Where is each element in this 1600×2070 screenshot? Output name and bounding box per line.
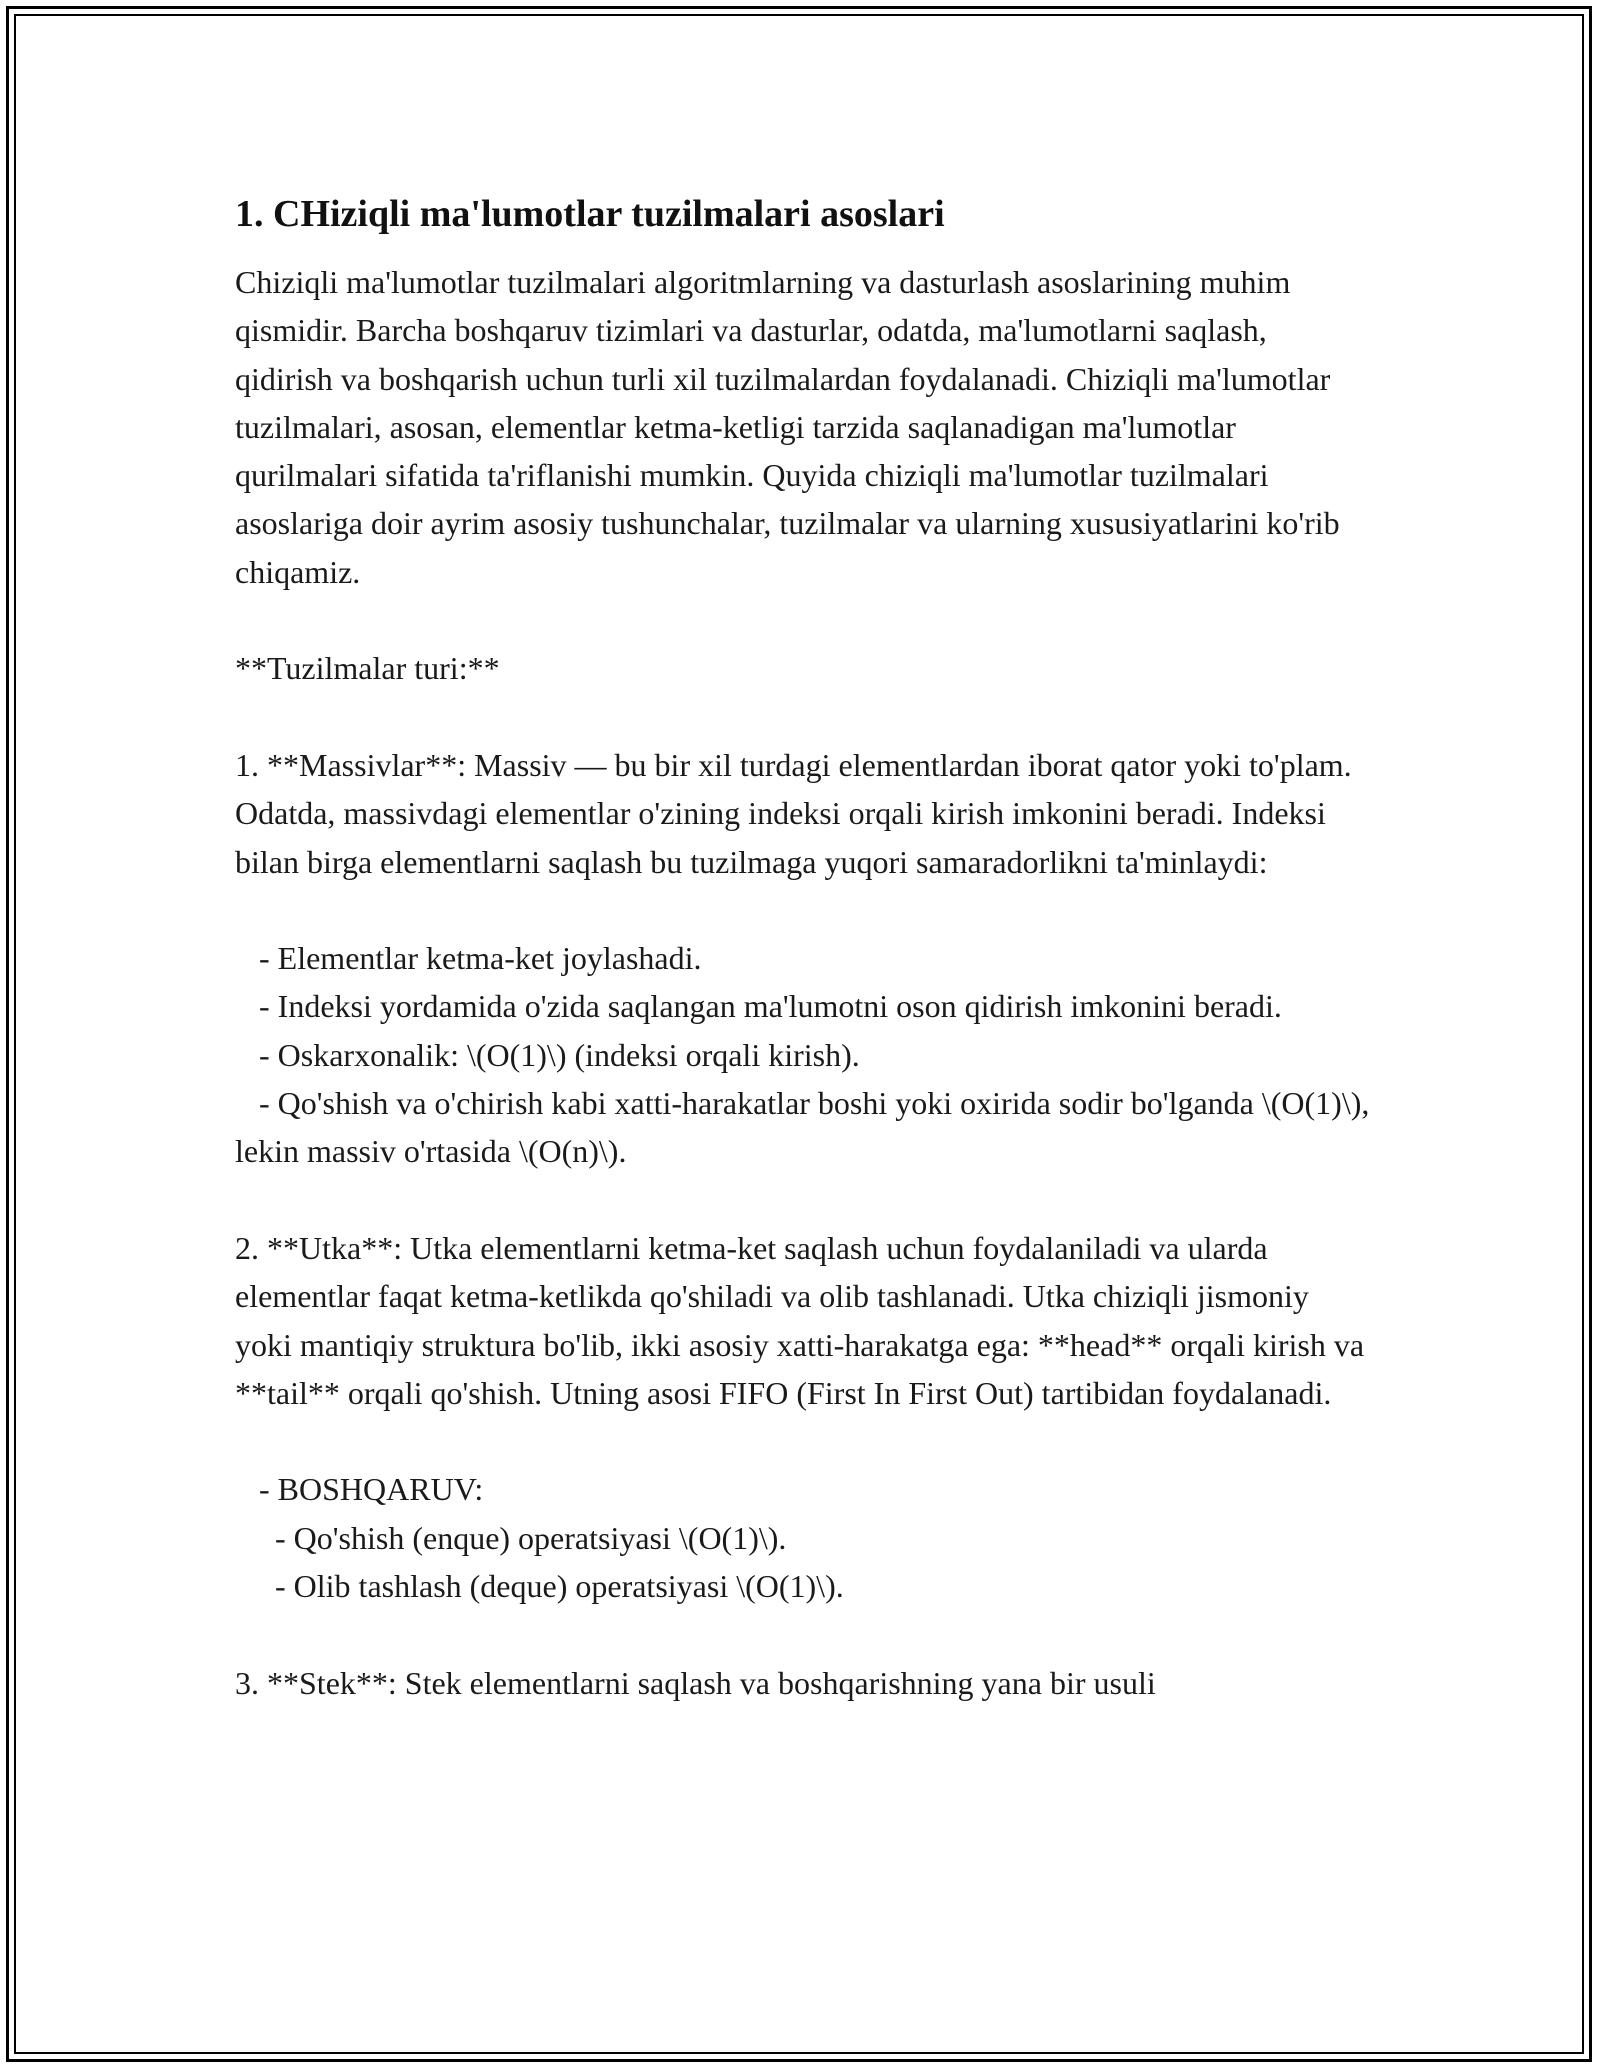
massiv-paragraph: 1. **Massivlar**: Massiv — bu bir xil turdagi elementlardan iborat qator yoki to'plam. Odatda, massivdagi elementlar o'zining indeksi orqali kirish imkonini beradi. Indeksi bilan birga elementlarni saqlash bu tuzilmaga yuqori samaradorlikni ta'minlaydi: <box>235 746 1360 880</box>
utka-point: - BOSHQARUV: <box>235 1471 484 1508</box>
spacer <box>235 1610 1370 1658</box>
spacer <box>235 886 1370 934</box>
utka-paragraph: 2. **Utka**: Utka elementlarni ketma-ket saqlash uchun foydalaniladi va ularda elementlar faqat ketma-ketlikda qo'shiladi va olib tashlanadi. Utka chiziqli jismoniy yoki mantiqiy struktura bo'lib, ikki asosiy xatti-harakatga ega: **head** orqali kirish va **tail** orqali qo'shish. Utning asosi FIFO (First In First Out) tartibidan foydalanadi. <box>235 1229 1373 1411</box>
spacer <box>235 1417 1370 1465</box>
spacer <box>235 693 1370 741</box>
document-body <box>235 188 1378 1707</box>
massiv-point: - Elementlar ketma-ket joylashadi. <box>235 940 702 977</box>
utka-point: - Olib tashlash (deque) operatsiyasi \(O(1)\). <box>235 1568 844 1605</box>
massiv-point: - Oskarxonalik: \(O(1)\) (indeksi orqali kirish). <box>235 1036 860 1073</box>
spacer <box>235 1176 1370 1224</box>
spacer <box>235 596 1370 644</box>
stek-paragraph: 3. **Stek**: Stek elementlarni saqlash va boshqarishning yana bir usuli <box>235 1664 1156 1701</box>
massiv-point: - Qo'shish va o'chirish kabi xatti-harakatlar boshi yoki oxirida sodir bo'lganda \(O(1)\), lekin massiv o'rtasida \(O(n)\). <box>235 1085 1378 1170</box>
intro-paragraph: Chiziqli ma'lumotlar tuzilmalari algoritmlarning va dasturlash asoslarining muhim qismidir. Barcha boshqaruv tizimlari va dasturlar, odatda, ma'lumotlarni saqlash, qidirish va boshqarish uchun turli xil tuzilmalardan foydalanadi. Chiziqli ma'lumotlar tuzilmalari, asosan, elementlar ketma-ketligi tarzida saqlanadigan ma'lumotlar qurilmalari sifatida ta'riflanishi mumkin. Quyida chiziqli ma'lumotlar tuzilmalari asoslariga doir ayrim asosiy tushunchalar, tuzilmalar va ularning xususiyatlarini ko'rib chiqamiz. <box>235 264 1348 590</box>
document-title: 1. CHiziqli ma'lumotlar tuzilmalari asoslari <box>235 193 945 235</box>
utka-point: - Qo'shish (enque) operatsiyasi \(O(1)\). <box>235 1519 787 1556</box>
massiv-point: - Indeksi yordamida o'zida saqlangan ma'lumotni oson qidirish imkonini beradi. <box>235 988 1282 1025</box>
types-heading: **Tuzilmalar turi:** <box>235 650 500 687</box>
